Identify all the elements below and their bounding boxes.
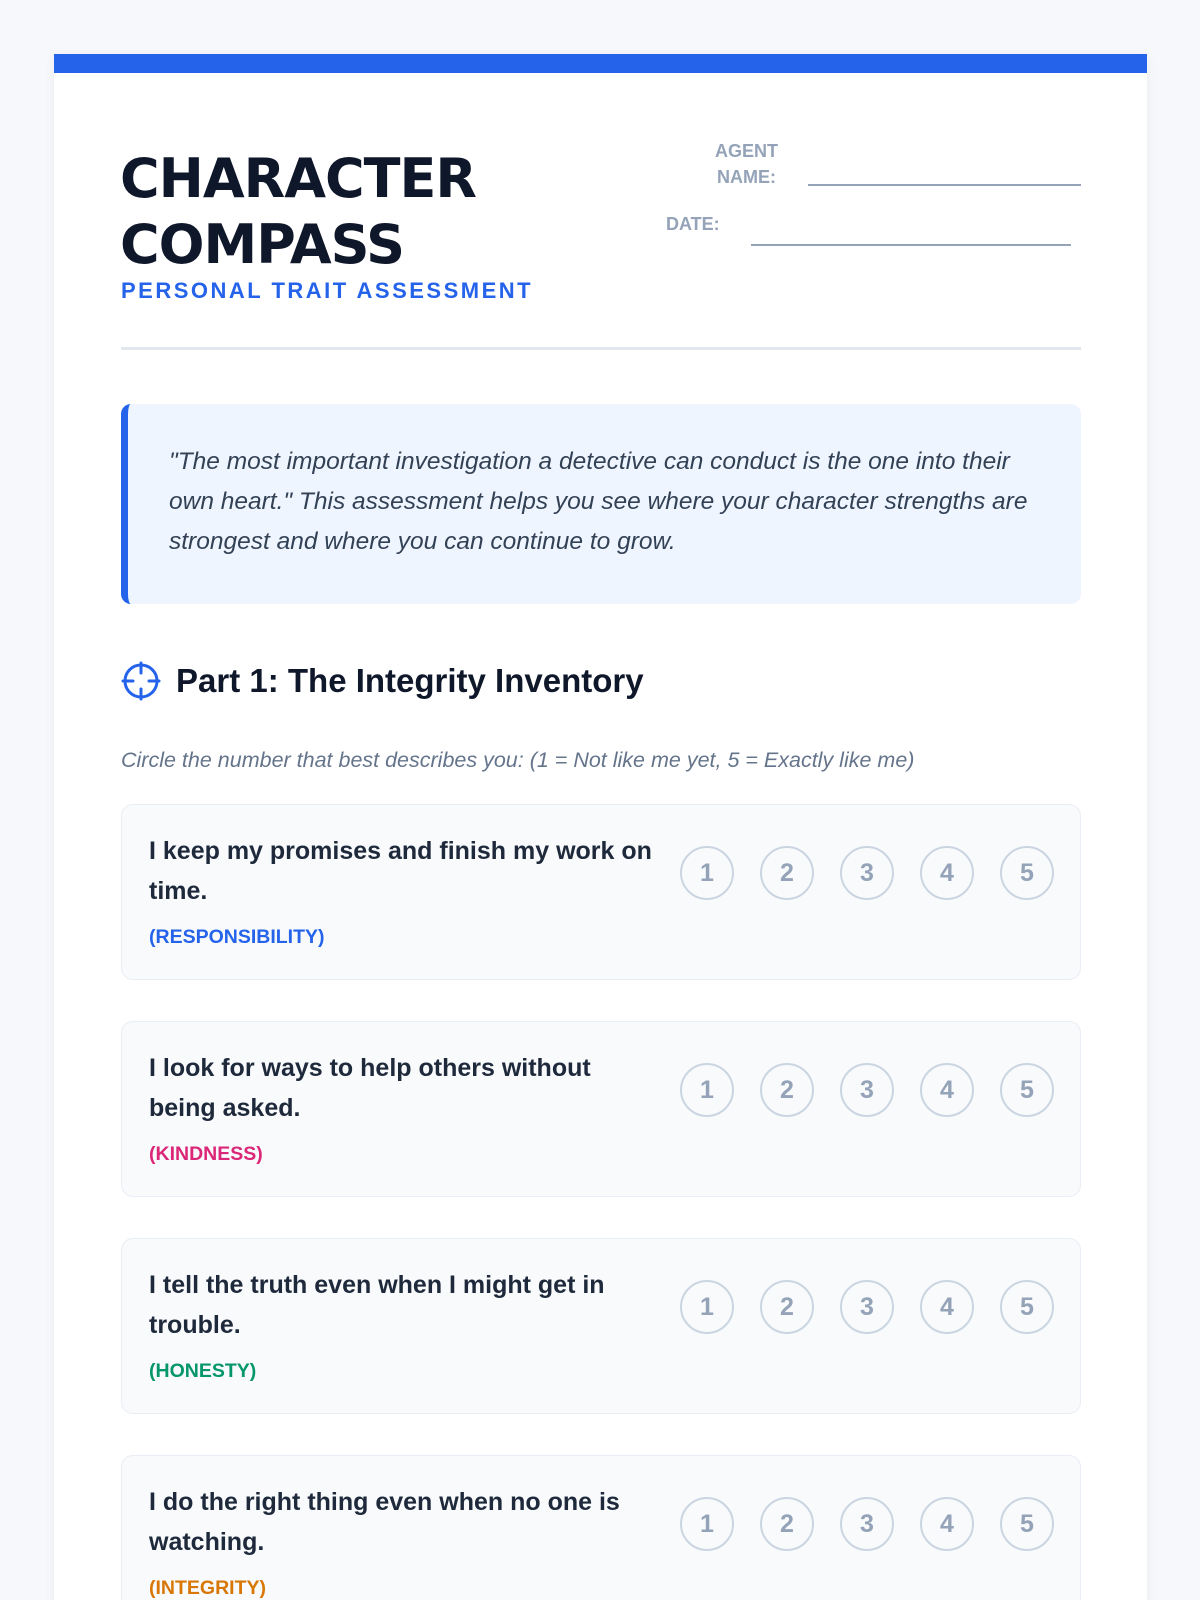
section-header [121, 659, 644, 703]
agent-name-label-line-1: AGENT [715, 141, 778, 161]
title-line-2: COMPASS [120, 213, 405, 276]
item-trait-label: (RESPONSIBILITY) [149, 926, 325, 948]
rating-option-4[interactable]: 4 [920, 1280, 974, 1334]
rating-option-1[interactable]: 1 [680, 1063, 734, 1117]
rating-option-3[interactable]: 3 [840, 1063, 894, 1117]
item-statement: I do the right thing even when no one is watching. [149, 1488, 620, 1556]
agent-name-label-line-2: NAME: [717, 167, 776, 187]
rating-option-3[interactable]: 3 [840, 1497, 894, 1551]
page-subtitle: PERSONAL TRAIT ASSESSMENT [121, 278, 534, 303]
assessment-item [121, 804, 1081, 980]
item-trait-label: (KINDNESS) [149, 1143, 263, 1165]
rating-option-3[interactable]: 3 [840, 1280, 894, 1334]
item-trait-label: (HONESTY) [149, 1360, 257, 1382]
title-line-1: CHARACTER [120, 147, 476, 210]
rating-option-5[interactable]: 5 [1000, 846, 1054, 900]
rating-option-2[interactable]: 2 [760, 1063, 814, 1117]
rating-option-2[interactable]: 2 [760, 1497, 814, 1551]
section-title: Part 1: The Integrity Inventory [176, 662, 644, 699]
rating-option-2[interactable]: 2 [760, 846, 814, 900]
header-divider [121, 347, 1081, 350]
date-field[interactable] [751, 244, 1071, 246]
rating-option-4[interactable]: 4 [920, 1063, 974, 1117]
top-accent-bar [54, 54, 1147, 73]
rating-option-5[interactable]: 5 [1000, 1497, 1054, 1551]
rating-option-4[interactable]: 4 [920, 1497, 974, 1551]
rating-option-3[interactable]: 3 [840, 846, 894, 900]
assessment-sheet [54, 54, 1147, 1600]
item-statement: I look for ways to help others without being asked. [149, 1054, 591, 1122]
page-title [120, 146, 476, 278]
rating-option-1[interactable]: 1 [680, 1280, 734, 1334]
intro-quote-box [121, 404, 1081, 604]
assessment-item [121, 1455, 1081, 1600]
rating-option-2[interactable]: 2 [760, 1280, 814, 1334]
date-label: DATE: [666, 214, 720, 234]
rating-option-4[interactable]: 4 [920, 846, 974, 900]
assessment-item [121, 1021, 1081, 1197]
rating-option-1[interactable]: 1 [680, 846, 734, 900]
rating-option-1[interactable]: 1 [680, 1497, 734, 1551]
item-trait-label: (INTEGRITY) [149, 1577, 266, 1599]
rating-instructions: Circle the number that best describes you: (1 = Not like me yet, 5 = Exactly like me) [121, 748, 915, 772]
crosshair-icon [121, 661, 161, 701]
agent-name-label [709, 138, 784, 190]
intro-quote: "The most important investigation a detective can conduct is the one into their own heart." This assessment helps you see where your character strengths are strongest and where you can continue to grow. [169, 448, 1028, 555]
item-statement: I keep my promises and finish my work on time. [149, 837, 652, 905]
agent-name-field[interactable] [808, 184, 1081, 186]
item-statement: I tell the truth even when I might get in trouble. [149, 1271, 605, 1339]
rating-option-5[interactable]: 5 [1000, 1280, 1054, 1334]
rating-option-5[interactable]: 5 [1000, 1063, 1054, 1117]
assessment-item [121, 1238, 1081, 1414]
